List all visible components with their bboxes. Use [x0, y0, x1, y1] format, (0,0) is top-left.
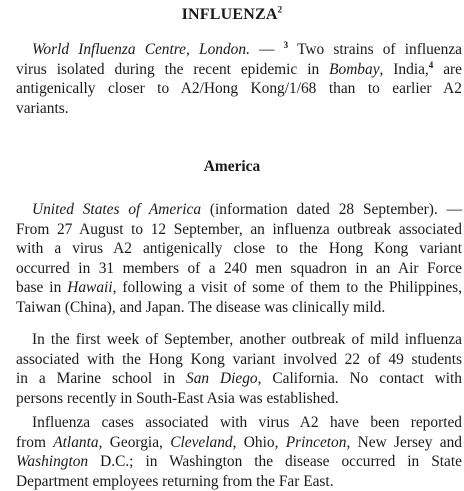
- para-text: , Ohio,: [233, 434, 286, 451]
- para-text: (information dated 28 September). —: [201, 201, 462, 218]
- para-text: from: [16, 434, 53, 451]
- para-line: In the first week of September, another outbreak of mild influenza: [16, 330, 462, 350]
- para-line: occurred in 31 members of a 240 men squadron in an Air Force: [16, 259, 462, 279]
- america-paragraph-3: [16, 413, 462, 491]
- para-line: Taiwan (China), and Japan. The disease was clinically mild.: [16, 298, 462, 318]
- washington-place: Washington: [16, 453, 88, 470]
- para-line: Influenza cases associated with virus A2 have been reported: [16, 413, 462, 433]
- para-text: are: [433, 61, 462, 78]
- footnote-3-marker: 3: [284, 40, 289, 50]
- dash-text: —: [250, 41, 284, 58]
- para-text: , Georgia,: [99, 434, 171, 451]
- para-text: virus isolated during the recent epidemic in: [16, 61, 329, 78]
- who-centre-paragraph: [16, 40, 462, 118]
- para-line: persons recently in South-East Asia was established.: [16, 389, 462, 409]
- bombay-place: Bombay: [329, 61, 379, 78]
- para-line: [16, 200, 462, 220]
- footnote-4-marker: 4: [429, 59, 434, 69]
- para-text: base in: [16, 279, 67, 296]
- usa-country: United States of America: [32, 201, 201, 218]
- para-line: Department employees returning from the Far East.: [16, 472, 462, 491]
- para-text: , New Jersey and: [346, 434, 462, 451]
- para-line: with a virus A2 antigenically close to the Hong Kong variant: [16, 239, 462, 259]
- para-text: , following a visit of some of them to the Philippines,: [113, 279, 462, 296]
- para-line: [16, 369, 462, 389]
- america-heading: America: [0, 158, 464, 176]
- para-line: antigenically closer to A2/Hong Kong/1/68 than to earlier A2: [16, 79, 462, 99]
- para-line: [16, 452, 462, 472]
- title-text: INFLUENZA: [182, 6, 278, 23]
- who-centre-place: World Influenza Centre, London.: [32, 41, 250, 58]
- title-footnote-marker: 2: [278, 5, 283, 15]
- para-text: , California. No contact with: [258, 370, 462, 387]
- america-paragraph-1: [16, 200, 462, 317]
- para-line: [16, 60, 462, 80]
- para-text: , India,: [380, 61, 429, 78]
- para-line: [16, 40, 462, 60]
- para-text: D.C.; in Washington the disease occurred in State: [88, 453, 462, 470]
- para-line: From 27 August to 12 September, an influenza outbreak associated: [16, 220, 462, 240]
- america-paragraph-2: [16, 330, 462, 408]
- para-line: [16, 278, 462, 298]
- hawaii-place: Hawaii: [67, 279, 112, 296]
- page-title: [0, 6, 464, 24]
- para-line: variants.: [16, 99, 462, 119]
- princeton-place: Princeton: [286, 434, 347, 451]
- para-text: Two strains of influenza: [288, 41, 462, 58]
- para-line: [16, 433, 462, 453]
- atlanta-place: Atlanta: [53, 434, 98, 451]
- san-diego-place: San Diego: [186, 370, 258, 387]
- cleveland-place: Cleveland: [170, 434, 232, 451]
- para-text: in a Marine school in: [16, 370, 186, 387]
- para-line: associated with the Hong Kong variant involved 22 of 49 students: [16, 350, 462, 370]
